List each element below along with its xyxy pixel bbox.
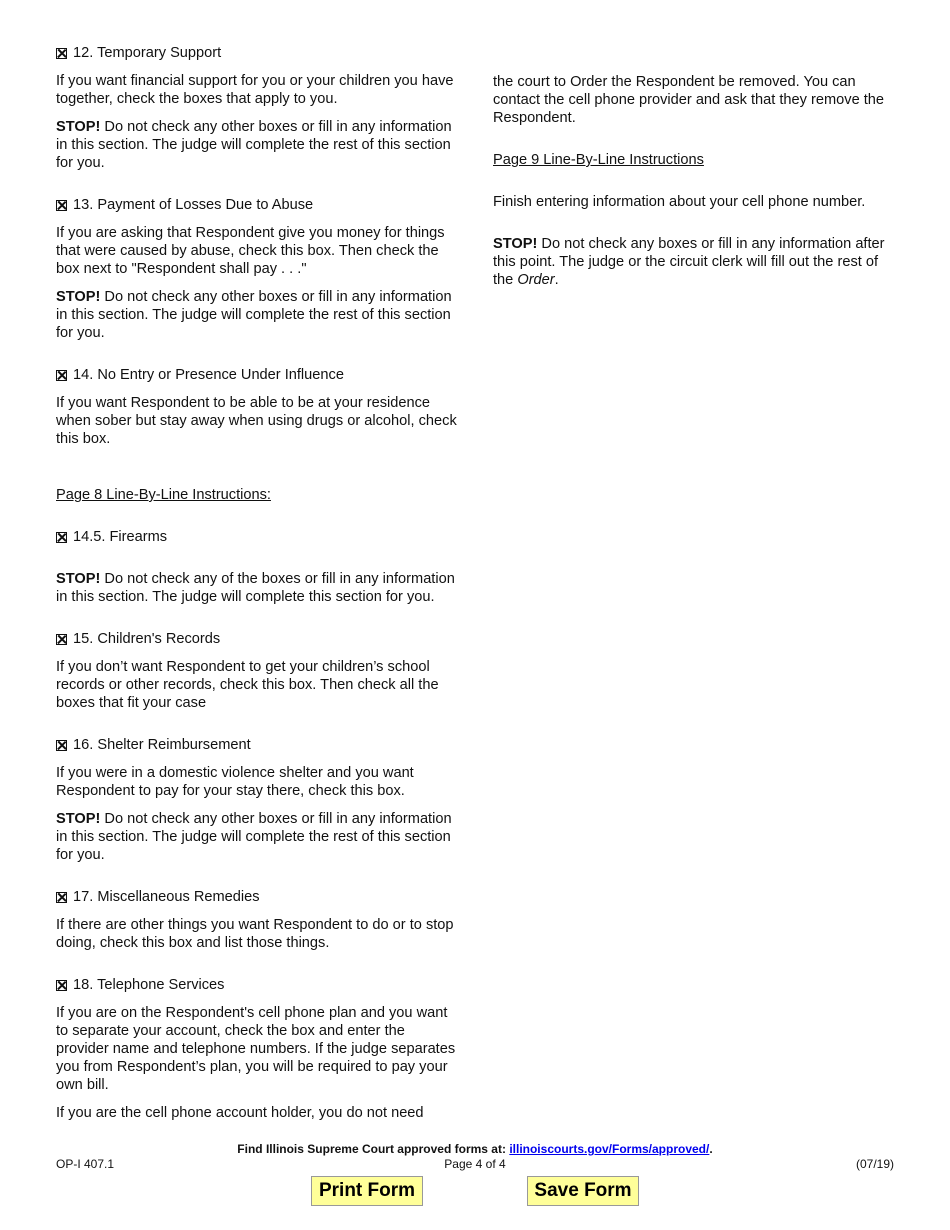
stop-text-end: . — [554, 272, 559, 288]
section-14-title: 14. No Entry or Presence Under Influence — [73, 367, 344, 383]
page-8-instructions-heading: Page 8 Line-By-Line Instructions: — [56, 487, 271, 503]
section-14-5-heading — [56, 528, 461, 546]
section-17-heading — [56, 888, 461, 906]
checked-box-icon — [56, 48, 67, 59]
section-12-heading — [56, 44, 461, 62]
checked-box-icon — [56, 634, 67, 645]
checked-box-icon — [56, 200, 67, 211]
section-14-5-title: 14.5. Firearms — [73, 529, 168, 545]
stop-label: STOP! — [493, 236, 538, 252]
section-15-title: 15. Children's Records — [73, 631, 221, 647]
section-14-text: If you want Respondent to be able to be at your residence when sober but stay away when using drugs or alcohol, check this box. — [56, 395, 457, 447]
save-form-button[interactable]: Save Form — [527, 1176, 639, 1206]
checked-box-icon — [56, 892, 67, 903]
page-9-text: Finish entering information about your cell phone number. — [493, 194, 866, 210]
section-17-text: If there are other things you want Respondent to do or to stop doing, check this box and list those things. — [56, 917, 454, 951]
footer-link-suffix: . — [709, 1142, 713, 1156]
page-9-instructions-heading: Page 9 Line-By-Line Instructions — [493, 152, 704, 168]
section-13-heading — [56, 196, 461, 214]
page-9-stop — [493, 235, 898, 289]
checked-box-icon — [56, 980, 67, 991]
section-12-title: 12. Temporary Support — [73, 45, 222, 61]
checked-box-icon — [56, 532, 67, 543]
revision-date: (07/19) — [855, 1157, 894, 1171]
order-word: Order — [517, 272, 555, 288]
footer-find-forms — [56, 1142, 894, 1156]
stop-label: STOP! — [56, 119, 101, 135]
section-13-stop — [56, 288, 461, 342]
section-15-text: If you don’t want Respondent to get your children’s school records or other records, check this box. Then check all the boxes that fit your case — [56, 659, 439, 711]
section-13-text: If you are asking that Respondent give you money for things that were caused by abuse, check this box. Then check the box next to "Respondent shall pay . . ." — [56, 225, 445, 277]
stop-text: Do not check any other boxes or fill in any information in this section. The judge will complete the rest of this section for you. — [56, 119, 452, 171]
page-number: Page 4 of 4 — [444, 1157, 506, 1171]
stop-text: Do not check any other boxes or fill in any information in this section. The judge will complete the rest of this section for you. — [56, 811, 452, 863]
stop-label: STOP! — [56, 289, 101, 305]
section-13-title: 13. Payment of Losses Due to Abuse — [73, 197, 314, 213]
section-18-title: 18. Telephone Services — [73, 977, 225, 993]
stop-text: Do not check any of the boxes or fill in any information in this section. The judge will complete this section for you. — [56, 571, 455, 605]
section-16-stop — [56, 810, 461, 864]
stop-text: Do not check any other boxes or fill in any information in this section. The judge will complete the rest of this section for you. — [56, 289, 452, 341]
section-12-text: If you want financial support for you or your children you have together, check the boxes that apply to you. — [56, 73, 454, 107]
left-column — [56, 44, 461, 1132]
checked-box-icon — [56, 740, 67, 751]
spacer — [56, 472, 461, 486]
section-18-text-2: If you are the cell phone account holder, you do not need — [56, 1105, 424, 1121]
section-16-title: 16. Shelter Reimbursement — [73, 737, 251, 753]
section-16-heading — [56, 736, 461, 754]
section-15-heading — [56, 630, 461, 648]
section-17-title: 17. Miscellaneous Remedies — [73, 889, 260, 905]
stop-label: STOP! — [56, 571, 101, 587]
forms-link[interactable]: illinoiscourts.gov/Forms/approved/ — [509, 1142, 710, 1156]
right-column — [493, 73, 898, 299]
footer-row — [56, 1156, 894, 1172]
section-18-continued: the court to Order the Respondent be removed. You can contact the cell phone provider and ask that they remove the Respondent. — [493, 74, 885, 126]
print-form-button[interactable]: Print Form — [311, 1176, 423, 1206]
section-16-text: If you were in a domestic violence shelter and you want Respondent to pay for your stay there, check this box. — [56, 765, 414, 799]
section-12-stop — [56, 118, 461, 172]
stop-text: Do not check any boxes or fill in any information after this point. The judge or the circuit clerk will fill out the rest of the — [493, 236, 885, 288]
section-14-5-stop — [56, 570, 461, 606]
checked-box-icon — [56, 370, 67, 381]
form-id: OP-I 407.1 — [56, 1157, 115, 1171]
section-14-heading — [56, 366, 461, 384]
page-footer — [56, 1142, 894, 1172]
section-18-heading — [56, 976, 461, 994]
section-18-text: If you are on the Respondent's cell phone plan and you want to separate your account, check the box and enter the provider name and telephone numbers. If the judge separates you from Respondent’s plan, you will be required to pay your own bill. — [56, 1005, 456, 1093]
stop-label: STOP! — [56, 811, 101, 827]
footer-find-text: Find Illinois Supreme Court approved forms at: — [237, 1142, 510, 1156]
